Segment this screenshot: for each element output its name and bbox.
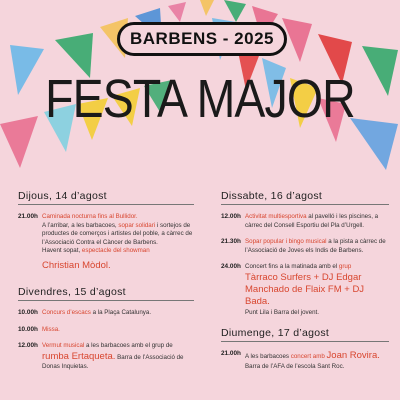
event-item	[221, 263, 389, 317]
event-item	[221, 238, 389, 255]
event-time: 24.00h	[221, 263, 241, 271]
event-time: 21.30h	[221, 238, 241, 246]
flag	[200, 0, 214, 16]
event-text: a la pista a càrrec de l’Associació de Joves els Indis de Barbens.	[245, 238, 386, 254]
event-text: a les barbacoes amb el grup de	[84, 342, 173, 350]
event-text: Punt Lila i Barra del jovent.	[245, 308, 319, 316]
event-time: 10.00h	[18, 309, 38, 317]
day-heading: Dijous, 14 d’agost	[18, 190, 194, 205]
flag	[224, 0, 246, 22]
event-highlight: Sopar popular i bingo musical	[245, 238, 327, 246]
performer-name: Joan Rovira.	[326, 350, 380, 362]
event-time: 21.00h	[221, 350, 241, 358]
event-highlight: Vermut musical	[42, 342, 85, 350]
event-highlight: Missa.	[42, 325, 60, 333]
event-highlight: grup	[338, 263, 352, 271]
event-text: A les barbacoes	[245, 353, 291, 361]
event-highlight: concert amb	[290, 353, 325, 361]
event-time: 12.00h	[221, 213, 241, 220]
event-text: Concert fins a la matinada amb el	[245, 263, 339, 271]
event-item	[18, 326, 194, 335]
event-description	[42, 213, 194, 272]
event-description	[245, 263, 389, 317]
event-highlight: sopar solidari	[118, 221, 156, 229]
event-item	[18, 213, 194, 272]
event-highlight: Activitat multiesportiva	[245, 213, 307, 220]
day-heading: Divendres, 15 d’agost	[18, 286, 194, 301]
event-description	[42, 326, 194, 335]
event-highlight: Concurs d’escacs	[42, 309, 91, 317]
event-description	[42, 309, 194, 318]
event-description	[245, 213, 389, 230]
event-item	[221, 213, 389, 230]
event-time: 12.00h	[18, 342, 38, 350]
event-item	[18, 342, 194, 371]
day-heading: Dissabte, 16 d’agost	[221, 190, 389, 205]
event-item	[18, 309, 194, 318]
event-text: Havent sopat,	[42, 247, 82, 255]
event-text: a la Plaça Catalunya.	[90, 309, 152, 317]
page-title: FESTA MAJOR	[45, 69, 355, 129]
program-left-column	[18, 190, 194, 380]
event-text: Barra de l’AFA de l’escola Sant Roc.	[245, 362, 345, 370]
event-description	[245, 238, 389, 255]
edition-badge: BARBENS - 2025	[117, 22, 287, 56]
program-right-column	[221, 190, 389, 379]
performer-name: rumba Ertaqueta.	[42, 350, 116, 362]
event-text: A l’arribar, a les barbacoes,	[42, 221, 119, 229]
event-description	[245, 350, 389, 371]
event-highlight: espectacle del showman	[81, 247, 150, 255]
event-text: al pavelló i les piscines, a càrrec del Consell Esportiu del Pla d’Urgell.	[245, 213, 379, 229]
day-heading: Diumenge, 17 d’agost	[221, 327, 389, 342]
event-time: 10.00h	[18, 325, 38, 333]
event-time: 21.00h	[18, 213, 38, 220]
event-text: Barra de l’Associació de Donas Inquietas.	[42, 353, 184, 371]
performer-name: Tàrraco Surfers + DJ Edgar Manchado de Flaix FM + DJ Bada.	[245, 271, 365, 308]
event-item	[221, 350, 389, 371]
event-highlight: Caminada nocturna fins al Bullidor.	[42, 213, 138, 220]
event-description	[42, 342, 194, 371]
event-text: i sortejos de productes de comerços i artistes del poble, a càrrec de l’Associació Contra el Càncer de Barbens.	[42, 221, 193, 246]
performer-name: Christian Mòdol.	[42, 259, 111, 271]
flag	[168, 2, 186, 22]
